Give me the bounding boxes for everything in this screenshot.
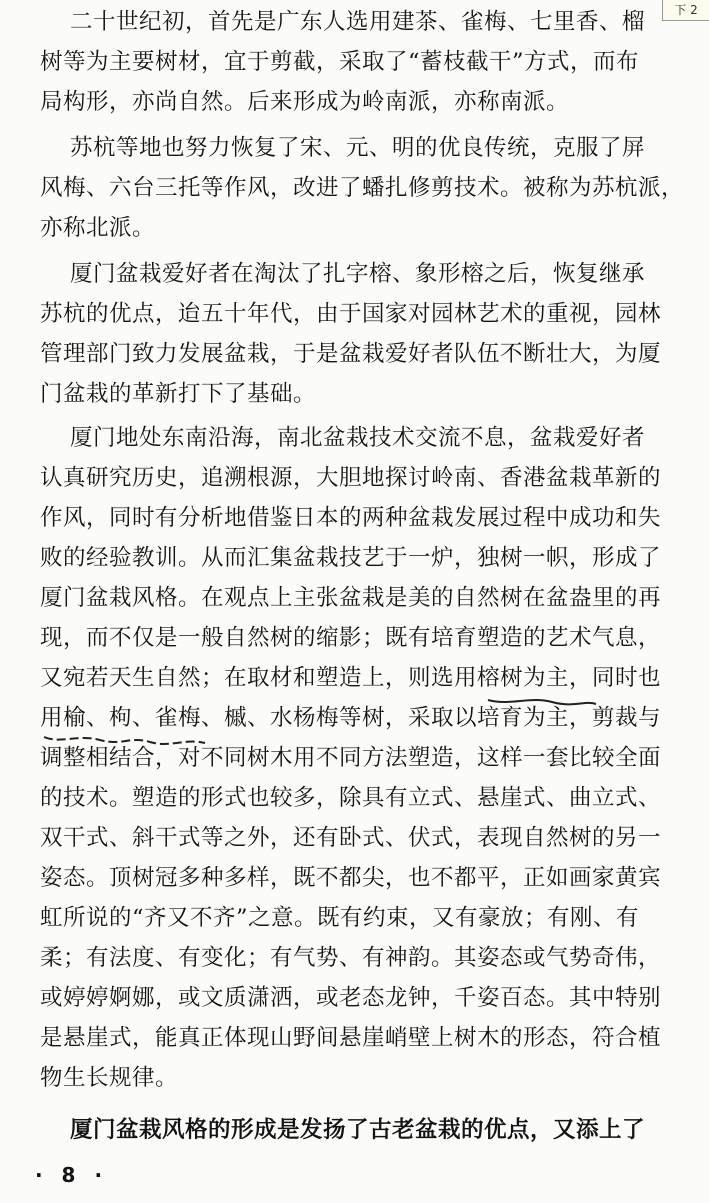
text-line: 厦门地处东南沿海，南北盆栽技术交流不息，盆栽爱好者 xyxy=(70,425,646,451)
text-line: 又宛若天生自然；在取材和塑造上，则选用榕树为主，同时也 xyxy=(40,665,662,691)
text-line: 苏杭的优点，迨五十年代，由于国家对园林艺术的重视，园林 xyxy=(40,301,662,327)
text-line: 用榆、枸、雀梅、槭、水杨梅等树，采取以培育为主，剪裁与 xyxy=(40,705,662,731)
text-line: 或婷婷婀娜，或文质潇洒，或老态龙钟，千姿百态。其中特别 xyxy=(40,985,662,1011)
text-line: 是悬崖式，能真正体现山野间悬崖峭壁上树木的形态，符合植 xyxy=(40,1025,662,1051)
text-line: 柔；有法度、有变化；有气势、有神韵。其姿态或气势奇伟， xyxy=(40,945,662,971)
text-line: 二十世纪初，首先是广东人选用建茶、雀梅、七里香、榴 xyxy=(70,9,646,35)
text-line: 厦门盆栽风格的形成是发扬了古老盆栽的优点，又添上了 xyxy=(70,1117,646,1143)
text-line: 厦门盆栽爱好者在淘汰了扎字榕、象形榕之后，恢复继承 xyxy=(70,261,646,287)
text-line: 调整相结合，对不同树木用不同方法塑造，这样一套比较全面 xyxy=(40,745,662,771)
text-line: 管理部门致力发展盆栽，于是盆栽爱好者队伍不断壮大，为厦 xyxy=(40,341,662,367)
text-line: 物生长规律。 xyxy=(40,1065,179,1091)
page-number: · 8 · xyxy=(35,1163,109,1187)
text-line: 姿态。顶树冠多种多样，既不都尖，也不都平，正如画家黄宾 xyxy=(40,865,662,891)
text-line: 厦门盆栽风格。在观点上主张盆栽是美的自然树在盆盎里的再 xyxy=(40,585,662,611)
text-line: 现，而不仅是一般自然树的缩影；既有培育塑造的艺术气息， xyxy=(40,625,662,651)
text-line: 双干式、斜干式等之外，还有卧式、伏式，表现自然树的另一 xyxy=(40,825,662,851)
text-line: 风梅、六台三托等作风，改进了蟠扎修剪技术。被称为苏杭派， xyxy=(40,175,685,201)
text-line: 虹所说的“齐又不齐”之意。既有约束，又有豪放；有刚、有 xyxy=(40,905,640,931)
text-line: 亦称北派。 xyxy=(40,215,156,241)
text-line: 树等为主要树材，宜于剪截，采取了“蓄枝截干”方式，而布 xyxy=(40,49,640,75)
text-line: 的技术。塑造的形式也较多，除具有立式、悬崖式、曲立式、 xyxy=(40,785,662,811)
corner-tag: 下 2 xyxy=(662,0,709,21)
text-line: 门盆栽的革新打下了基础。 xyxy=(40,381,317,407)
text-line: 苏杭等地也努力恢复了宋、元、明的优良传统，克服了屏 xyxy=(70,135,646,161)
text-line: 败的经验教训。从而汇集盆栽技艺于一炉，独树一帜，形成了 xyxy=(40,545,662,571)
text-line: 局构形，亦尚自然。后来形成为岭南派，亦称南派。 xyxy=(40,89,570,115)
text-line: 认真研究历史，追溯根源，大胆地探讨岭南、香港盆栽革新的 xyxy=(40,465,662,491)
text-line: 作风，同时有分析地借鉴日本的两种盆栽发展过程中成功和失 xyxy=(40,505,662,531)
